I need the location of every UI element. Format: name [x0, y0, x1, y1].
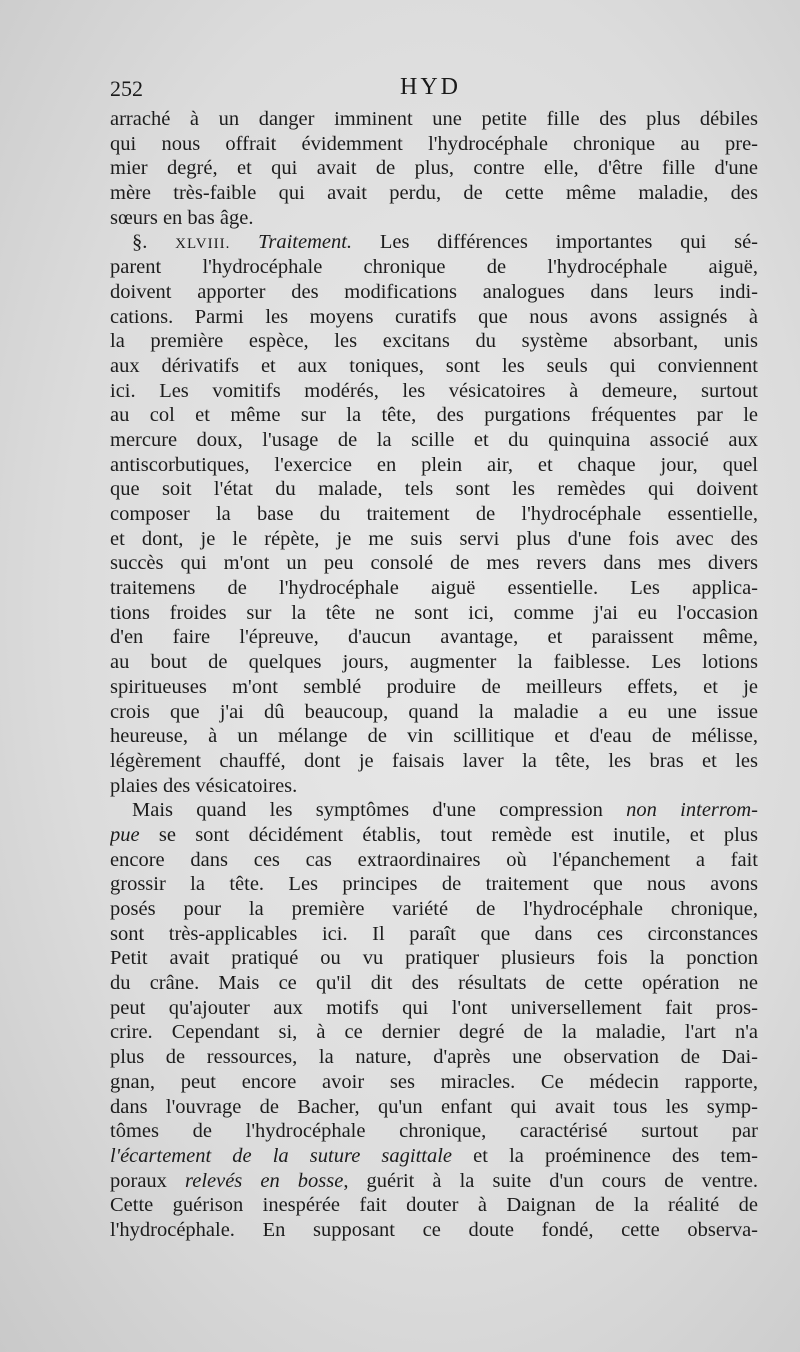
text-run: encore dans ces cas extraordinaires où l'épanchement a fait: [110, 848, 758, 871]
text-line: [110, 354, 758, 379]
text-line: [110, 255, 758, 280]
page-number: 252: [110, 76, 143, 101]
text-run: grossir la tête. Les principes de traitement que nous avons: [110, 873, 758, 896]
text-line: [110, 897, 758, 922]
text-line: [110, 774, 758, 799]
text-line: [110, 872, 758, 897]
text-run: au col et même sur la tête, des purgations fréquentes par le: [110, 404, 758, 427]
text-line: [110, 1045, 758, 1070]
text-line: [110, 280, 758, 305]
text-line: [110, 724, 758, 749]
text-run: [230, 231, 258, 253]
text-run: sont très-applicables ici. Il paraît que dans ces circonstances: [110, 922, 758, 945]
text-line: [110, 453, 758, 478]
text-run: aux dérivatifs et aux toniques, sont les seuls qui conviennent: [110, 354, 758, 377]
text-line: [110, 206, 758, 231]
text-run: qui nous offrait évidemment l'hydrocéphale chronique au pre-: [110, 132, 758, 155]
text-line: [110, 305, 758, 330]
text-line: [110, 329, 758, 354]
text-line: [110, 156, 758, 181]
text-line: [110, 181, 758, 206]
text-line: [110, 848, 758, 873]
text-line: [110, 971, 758, 996]
text-line: [110, 922, 758, 947]
text-run: Petit avait pratiqué ou vu pratiquer plusieurs fois la ponction: [110, 947, 758, 970]
italic-run: l'écartement de la suture sagittale: [110, 1144, 453, 1167]
text-line: [110, 1169, 758, 1194]
text-run: cations. Parmi les moyens curatifs que nous avons assignés à: [110, 305, 758, 328]
text-run: l'hydrocéphale. En supposant ce doute fondé, cette observa-: [110, 1218, 758, 1241]
text-line: [110, 946, 758, 971]
text-run: mère très-faible qui avait perdu, de cette même maladie, des: [110, 182, 758, 205]
text-run: sœurs en bas âge.: [110, 206, 254, 229]
text-run: composer la base du traitement de l'hydrocéphale essentielle,: [110, 503, 758, 525]
text-run: et dont, je le répète, je me suis servi plus d'une fois avec des: [110, 527, 758, 550]
text-run: tions froides sur la tête ne sont ici, comme j'ai eu l'occasion: [110, 601, 758, 624]
text-run: peut qu'ajouter aux motifs qui l'ont universellement fait pros-: [110, 996, 758, 1019]
section-mark: §.: [132, 231, 176, 254]
text-line: [110, 576, 758, 601]
text-run: et la proéminence des tem-: [452, 1144, 758, 1167]
text-line: [110, 502, 758, 527]
section-number: XLVIII.: [175, 236, 231, 253]
text-line: [110, 1193, 758, 1218]
text-run: , guérit à la suite d'un cours de ventre.: [343, 1169, 758, 1192]
text-run: la première espèce, les excitans du système absorbant, unis: [110, 330, 758, 353]
text-run: mier degré, et qui avait de plus, contre elle, d'être fille d'une: [110, 157, 758, 180]
text-line: [110, 996, 758, 1021]
text-run: que soit l'état du malade, tels sont les remèdes qui doivent: [110, 478, 758, 501]
text-line: [110, 477, 758, 502]
text-line: [110, 1144, 758, 1169]
text-run: poraux: [110, 1169, 185, 1192]
text-line: [110, 1119, 758, 1144]
text-line: [110, 379, 758, 404]
text-run: plus de ressources, la nature, d'après une observation de Dai-: [110, 1046, 758, 1069]
text-run: arraché à un danger imminent une petite fille des plus débiles: [110, 108, 758, 130]
text-line: [110, 230, 758, 255]
text-run: se sont décidément établis, tout remède est inutile, et plus: [139, 823, 758, 846]
page-header: [110, 76, 755, 104]
text-run: spiritueuses m'ont semblé produire de meilleurs effets, et je: [110, 675, 758, 698]
text-line: [110, 551, 758, 576]
text-run: parent l'hydrocéphale chronique de l'hydrocéphale aiguë,: [110, 256, 758, 279]
text-line: [110, 823, 758, 848]
text-run: doivent apporter des modifications analogues dans leurs indi-: [110, 280, 758, 303]
text-line: [110, 527, 758, 552]
text-line: [110, 650, 758, 675]
text-run: Les différences importantes qui sé-: [352, 231, 758, 254]
text-line: [110, 428, 758, 453]
text-run: traitemens de l'hydrocéphale aiguë essentielle. Les applica-: [110, 577, 758, 600]
text-run: antiscorbutiques, l'exercice en plein air, et chaque jour, quel: [110, 453, 758, 476]
text-line: [110, 749, 758, 774]
body-text: [110, 107, 758, 1243]
text-run: Cette guérison inespérée fait douter à Daignan de la réalité de: [110, 1194, 758, 1217]
text-run: plaies des vésicatoires.: [110, 774, 298, 797]
text-run: dans l'ouvrage de Bacher, qu'un enfant qui avait tous les symp-: [110, 1095, 758, 1118]
text-run: du crâne. Mais ce qu'il dit des résultats de cette opération ne: [110, 972, 758, 995]
text-run: gnan, peut encore avoir ses miracles. Ce médecin rapporte,: [110, 1070, 758, 1093]
italic-run: pue: [110, 823, 140, 846]
text-run: crois que j'ai dû beaucoup, quand la maladie a eu une issue: [110, 700, 758, 723]
text-line: [110, 1020, 758, 1045]
text-line: [110, 675, 758, 700]
text-run: d'en faire l'épreuve, d'aucun avantage, et paraissent même,: [110, 626, 758, 649]
text-line: [110, 132, 758, 157]
text-run: succès qui m'ont un peu consolé de mes revers dans mes divers: [110, 552, 758, 575]
text-run: légèrement chauffé, dont je faisais laver la tête, les bras et les: [110, 749, 758, 772]
text-run: posés pour la première variété de l'hydrocéphale chronique,: [110, 898, 758, 920]
text-run: crire. Cependant si, à ce dernier degré de la maladie, l'art n'a: [110, 1021, 758, 1044]
text-line: [110, 625, 758, 650]
italic-run: non interrom-: [626, 799, 758, 822]
text-line: [110, 1218, 758, 1243]
running-head: HYD: [400, 74, 461, 100]
text-line: [110, 403, 758, 428]
text-run: mercure doux, l'usage de la scille et du quinquina associé aux: [110, 428, 758, 451]
text-run: ici. Les vomitifs modérés, les vésicatoires à demeure, surtout: [110, 379, 758, 402]
text-line: [110, 1070, 758, 1095]
text-line: [110, 107, 758, 132]
text-line: [110, 700, 758, 725]
section-title: Traitement.: [258, 231, 353, 254]
text-run: Mais quand les symptômes d'une compression: [132, 799, 627, 822]
text-line: [110, 601, 758, 626]
text-line: [110, 798, 758, 823]
text-run: heureuse, à un mélange de vin scillitique et d'eau de mélisse,: [110, 725, 758, 748]
italic-run: relevés en bosse: [185, 1169, 344, 1192]
text-run: au bout de quelques jours, augmenter la faiblesse. Les lotions: [110, 651, 758, 674]
text-line: [110, 1095, 758, 1120]
text-run: tômes de l'hydrocéphale chronique, caractérisé surtout par: [110, 1120, 758, 1143]
